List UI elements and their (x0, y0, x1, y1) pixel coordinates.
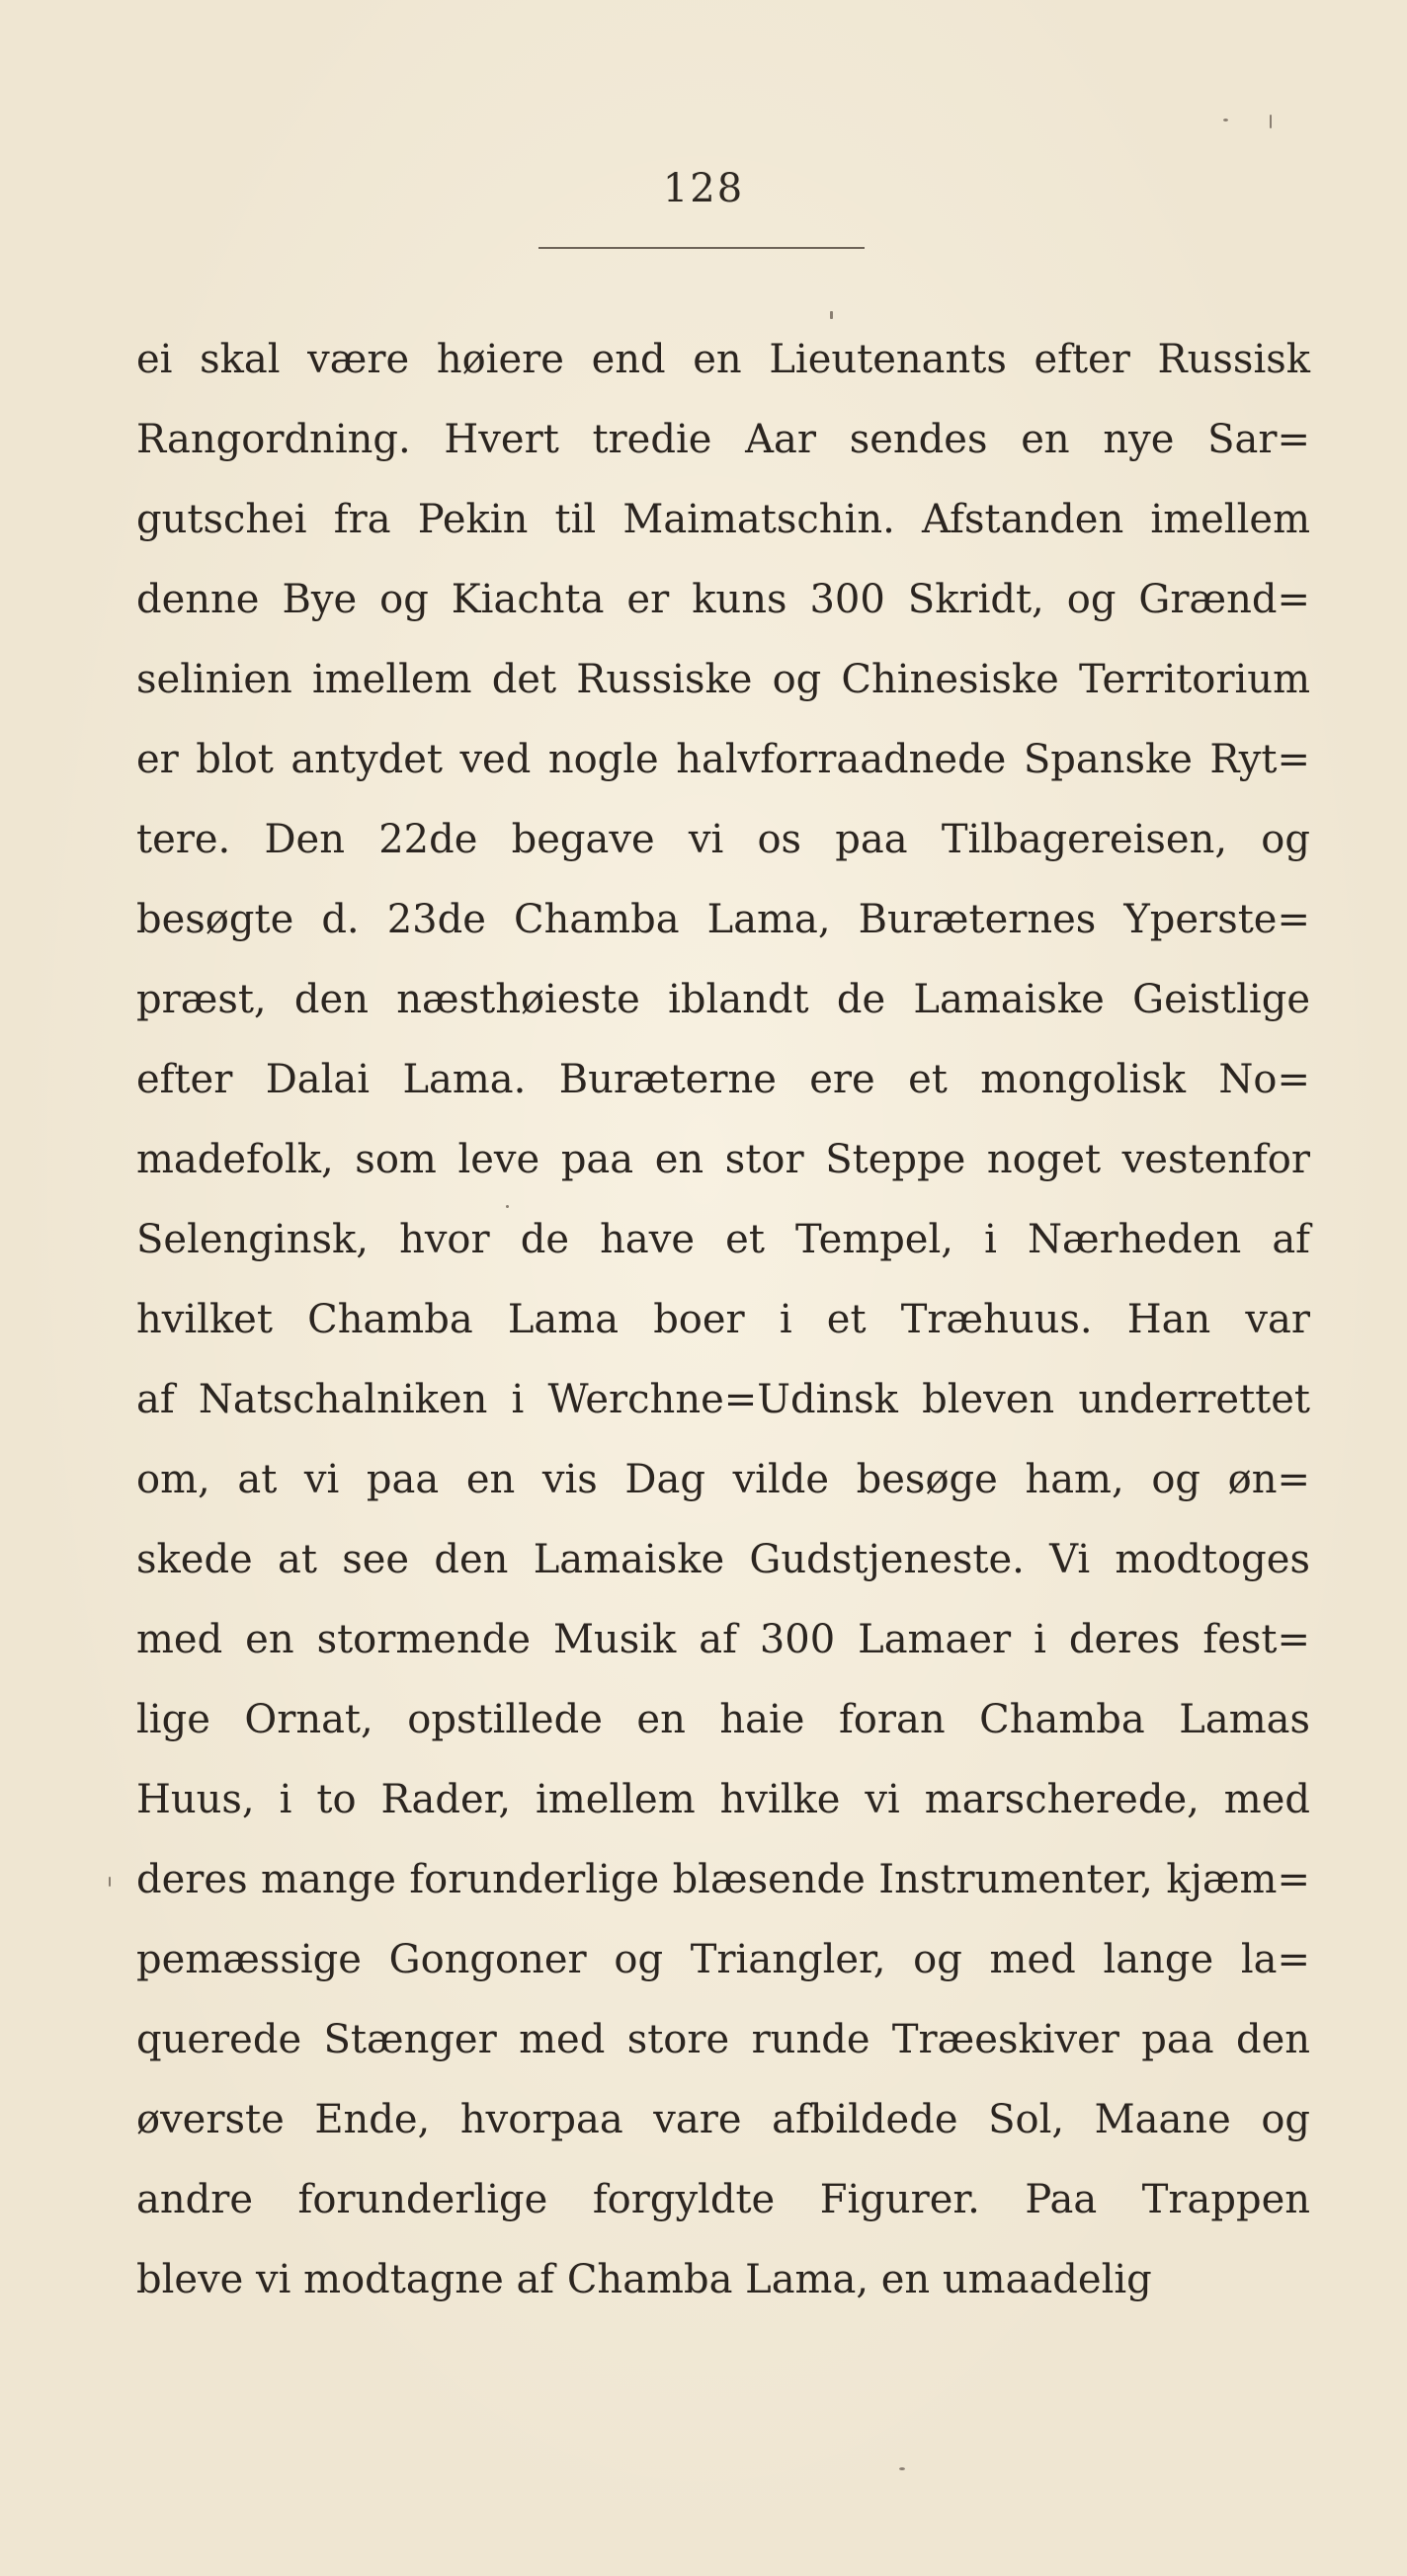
text-line: øverste Ende, hvorpaa vare afbildede Sol, Maane og (136, 2097, 1310, 2142)
header-rule (538, 247, 865, 249)
text-line: Selenginsk, hvor de have et Tempel, i Nærheden af (136, 1217, 1310, 1262)
text-line: Rangordning. Hvert tredie Aar sendes en nye Sar= (136, 417, 1310, 462)
paper-speck (506, 1205, 509, 1208)
text-line: andre forunderlige forgyldte Figurer. Paa Trappen (136, 2177, 1310, 2222)
text-line: tere. Den 22de begave vi os paa Tilbagereisen, og (136, 817, 1310, 862)
text-line: deres mange forunderlige blæsende Instrumenter, kjæm= (136, 1857, 1310, 1902)
body-text (136, 320, 1310, 2320)
text-line: ei skal være høiere end en Lieutenants efter Russisk (136, 337, 1310, 382)
text-line: af Natschalniken i Werchne=Udinsk bleven underrettet (136, 1377, 1310, 1422)
paper-speck (109, 1877, 111, 1887)
text-line: denne Bye og Kiachta er kuns 300 Skridt, og Grænd= (136, 577, 1310, 622)
paper-speck (830, 311, 833, 319)
text-line: hvilket Chamba Lama boer i et Træhuus. Han var (136, 1297, 1310, 1342)
text-line: bleve vi modtagne af Chamba Lama, en umaadelig (136, 2257, 1152, 2302)
text-line: om, at vi paa en vis Dag vilde besøge ham, og øn= (136, 1457, 1310, 1502)
text-line: besøgte d. 23de Chamba Lama, Buræternes Yperste= (136, 897, 1310, 942)
text-line: madefolk, som leve paa en stor Steppe noget vestenfor (136, 1137, 1310, 1182)
text-line: med en stormende Musik af 300 Lamaer i deres fest= (136, 1617, 1310, 1662)
text-line: er blot antydet ved nogle halvforraadnede Spanske Ryt= (136, 737, 1310, 782)
text-line: præst, den næsthøieste iblandt de Lamaiske Geistlige (136, 977, 1310, 1022)
text-line: efter Dalai Lama. Buræterne ere et mongolisk No= (136, 1057, 1310, 1102)
page-number: 128 (662, 166, 745, 211)
text-line: lige Ornat, opstillede en haie foran Chamba Lamas (136, 1697, 1310, 1742)
text-line: Huus, i to Rader, imellem hvilke vi marscherede, med (136, 1777, 1310, 1822)
paper-speck (1223, 119, 1228, 121)
text-line: skede at see den Lamaiske Gudstjeneste. Vi modtoges (136, 1537, 1310, 1582)
text-line: selinien imellem det Russiske og Chinesiske Territorium (136, 657, 1310, 702)
text-line: querede Stænger med store runde Træeskiver paa den (136, 2017, 1310, 2062)
paper-speck (899, 2467, 905, 2470)
text-line: gutschei fra Pekin til Maimatschin. Afstanden imellem (136, 497, 1310, 542)
text-line: pemæssige Gongoner og Triangler, og med lange la= (136, 1937, 1310, 1982)
paper-speck (1270, 115, 1272, 128)
